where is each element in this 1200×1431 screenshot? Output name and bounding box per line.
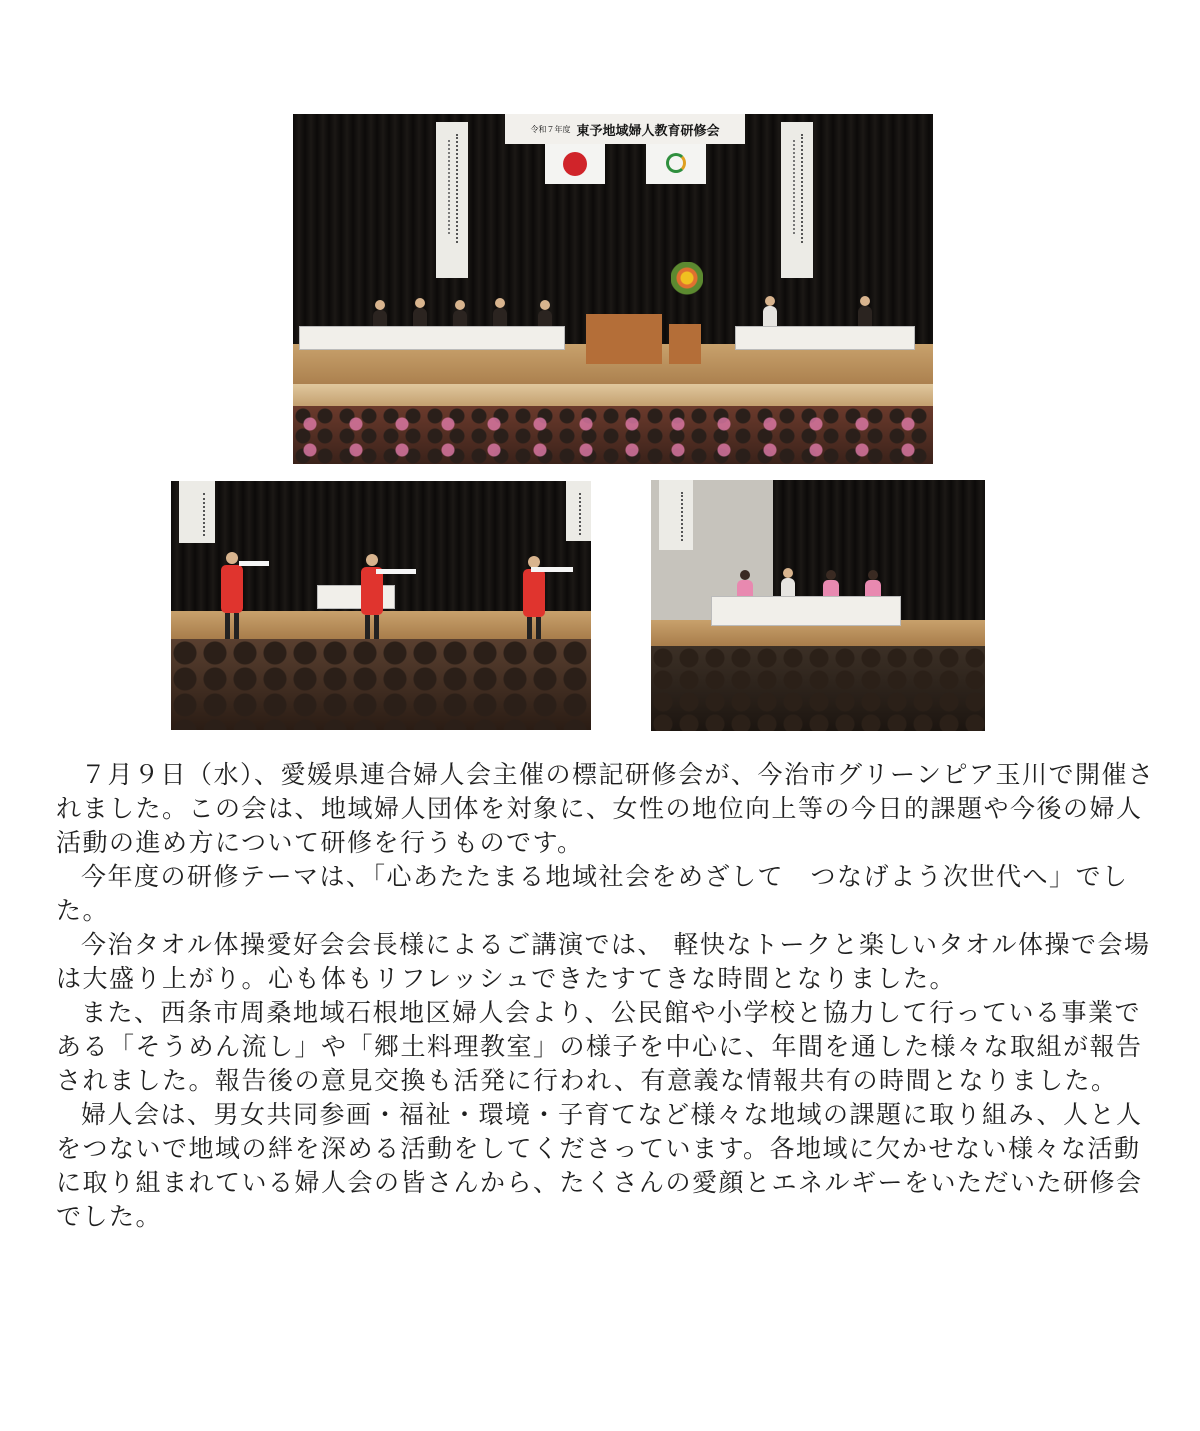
flower-arrangement <box>671 262 703 302</box>
photo-towel-exercise <box>171 481 591 730</box>
towel <box>239 561 269 566</box>
panel-table-left <box>299 326 565 350</box>
panel-table-right <box>735 326 915 350</box>
stage-front <box>293 384 933 406</box>
prefecture-flag-icon <box>646 144 706 184</box>
instructor <box>523 569 545 617</box>
lecture-vertical-banner <box>659 480 693 550</box>
banner-title: 東予地域婦人教育研修会 <box>576 123 720 139</box>
lecture-vertical-banner <box>781 122 813 278</box>
stage-curtain <box>293 114 933 344</box>
towel <box>531 567 573 572</box>
instructor <box>361 567 383 615</box>
instructor <box>221 565 243 613</box>
article-body <box>56 758 1166 1234</box>
stage-title-banner <box>505 114 745 144</box>
article-paragraph: また、西条市周桑地域石根地区婦人会より、公民館や小学校と協力して行っている事業である「そうめん流し」や「郷土料理教室」の様子を中心に、年間を通した様々な取組が報告されました。報告後の意見交換も活発に行われ、有意義な情報共有の時間となりました。 <box>56 998 1143 1095</box>
theme-vertical-banner <box>436 122 468 278</box>
audience-pink-shirts <box>293 406 933 464</box>
article-paragraph: 婦人会は、男女共同参画・福祉・環境・子育てなど様々な地域の課題に取り組み、人と人をつないで地域の絆を深める活動をしてくださっています。各地域に欠かせない様々な活動に取り組まれている婦人会の皆さんから、たくさんの愛顔とエネルギーをいただいた研修会でした。 <box>56 1100 1143 1231</box>
japan-flag-icon <box>545 144 605 184</box>
towel <box>376 569 416 574</box>
flower-stand <box>669 324 701 364</box>
banner-subtitle: 令和７年度 <box>530 124 571 134</box>
theme-vertical-banner <box>179 481 215 543</box>
audience <box>651 646 985 731</box>
lecture-vertical-banner <box>566 481 591 541</box>
article-paragraph: 今年度の研修テーマは、「心あたたまる地域社会をめざして つなげよう次世代へ」でした。 <box>56 862 1129 925</box>
photo-seminar-stage <box>293 114 933 464</box>
stage-table <box>317 585 395 609</box>
article-paragraph: ７月９日（水）、愛媛県連合婦人会主催の標記研修会が、今治市グリーンピア玉川で開催されました。この会は、地域婦人団体を対象に、女性の地位向上等の今日的課題や今後の婦人活動の進め方について研修を行うものです。 <box>56 760 1155 857</box>
presenter-table <box>711 596 901 626</box>
audience <box>171 639 591 730</box>
photo-local-report <box>651 480 985 731</box>
lectern <box>586 314 662 364</box>
article-paragraph: 今治タオル体操愛好会会長様によるご講演では、 軽快なトークと楽しいタオル体操で会場は大盛り上がり。心も体もリフレッシュできたすてきな時間となりました。 <box>56 930 1151 993</box>
